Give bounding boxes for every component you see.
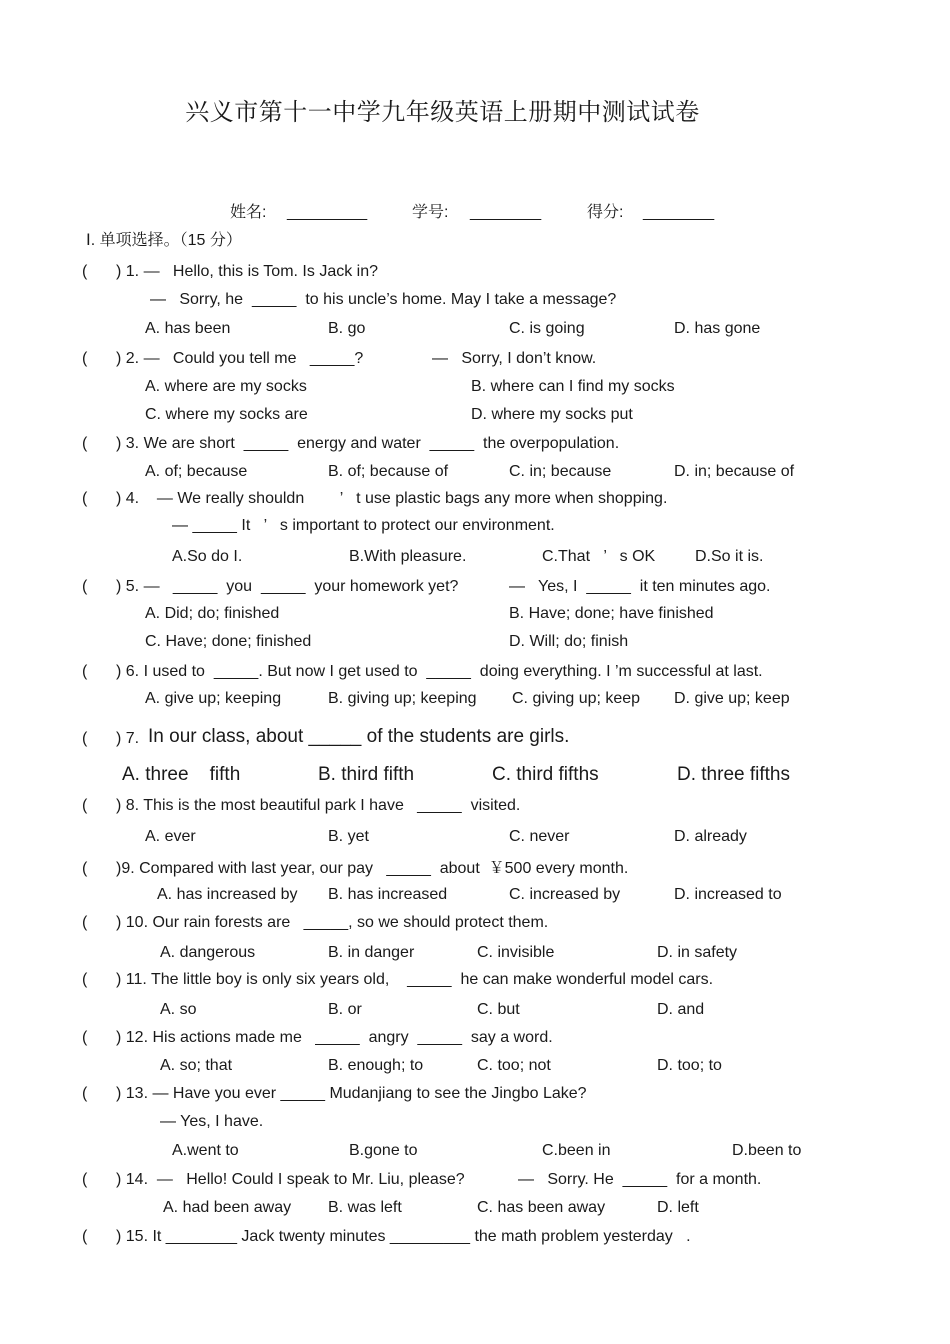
q3-option-c: C. in; because <box>509 463 612 480</box>
q2-option-a: A. where are my socks <box>145 378 307 395</box>
answer-paren: ( <box>82 263 88 280</box>
question-14-stem: ) 14. — Hello! Could I speak to Mr. Liu, please? <box>116 1171 465 1188</box>
q2-option-c: C. where my socks are <box>145 406 308 423</box>
q7-option-b: B. third fifth <box>318 764 415 785</box>
answer-paren: ( <box>82 860 88 877</box>
score-label: 得分: <box>587 204 624 221</box>
answer-paren: ( <box>82 1085 88 1102</box>
q14-option-c: C. has been away <box>477 1199 606 1216</box>
answer-paren: ( <box>82 914 88 931</box>
question-6-stem: ) 6. I used to _____. But now I get used to _____ doing everything. I ’m successful at last. <box>116 663 763 680</box>
q2-option-b: B. where can I find my socks <box>471 378 675 395</box>
question-2-stem: ) 2. — Could you tell me _____? <box>116 350 364 367</box>
question-13-reply: — Yes, I have. <box>160 1113 264 1130</box>
answer-paren: ( <box>82 578 88 595</box>
question-9-stem: )9. Compared with last year, our pay _____ about ￥500 every month. <box>116 860 629 877</box>
q11-option-a: A. so <box>160 1001 197 1018</box>
question-15-stem: ) 15. It ________ Jack twenty minutes _________ the math problem yesterday . <box>116 1228 691 1245</box>
q10-option-d: D. in safety <box>657 944 738 961</box>
q12-option-d: D. too; to <box>657 1057 722 1074</box>
q5-option-c: C. Have; done; finished <box>145 633 312 650</box>
q13-option-c: C.been in <box>542 1142 611 1159</box>
q11-option-c: C. but <box>477 1001 520 1018</box>
q6-option-d: D. give up; keep <box>674 690 790 707</box>
q3-option-d: D. in; because of <box>674 463 795 480</box>
q1-option-a: A. has been <box>145 320 231 337</box>
q9-option-c: C. increased by <box>509 886 621 903</box>
q7-option-c: C. third fifths <box>492 764 599 785</box>
q8-option-b: B. yet <box>328 828 369 845</box>
q7-option-a: A. three fifth <box>122 764 241 785</box>
question-4-reply: — _____ It ’ s important to protect our environment. <box>172 517 555 534</box>
q4-option-d: D.So it is. <box>695 548 764 565</box>
question-4-stem: ) 4. — We really shouldn ’ t use plastic bags any more when shopping. <box>116 490 668 507</box>
question-2-reply: — Sorry, I don’t know. <box>432 350 597 367</box>
student-id-label: 学号: <box>412 204 449 221</box>
q4-option-a: A.So do I. <box>172 548 243 565</box>
q6-option-b: B. giving up; keeping <box>328 690 477 707</box>
question-1-stem: ) 1. — Hello, this is Tom. Is Jack in? <box>116 263 379 280</box>
q5-option-b: B. Have; done; have finished <box>509 605 714 622</box>
answer-paren: ( <box>82 663 88 680</box>
q14-option-b: B. was left <box>328 1199 402 1216</box>
question-14-reply: — Sorry. He _____ for a month. <box>518 1171 762 1188</box>
q1-option-d: D. has gone <box>674 320 761 337</box>
q6-option-c: C. giving up; keep <box>512 690 641 707</box>
question-8-stem: ) 8. This is the most beautiful park I have _____ visited. <box>116 797 521 814</box>
exam-title: 兴义市第十一中学九年级英语上册期中测试试卷 <box>185 98 700 126</box>
q4-option-b: B.With pleasure. <box>349 548 467 565</box>
q13-option-d: D.been to <box>732 1142 802 1159</box>
q8-option-c: C. never <box>509 828 570 845</box>
question-5-reply: — Yes, I _____ it ten minutes ago. <box>509 578 771 595</box>
q10-option-c: C. invisible <box>477 944 555 961</box>
q13-option-a: A.went to <box>172 1142 239 1159</box>
q3-option-a: A. of; because <box>145 463 248 480</box>
q1-option-c: C. is going <box>509 320 585 337</box>
name-blank[interactable]: _________ <box>287 204 368 221</box>
question-12-stem: ) 12. His actions made me _____ angry _____ say a word. <box>116 1029 553 1046</box>
question-1-reply: — Sorry, he _____ to his uncle’s home. May I take a message? <box>150 291 617 308</box>
q11-option-d: D. and <box>657 1001 705 1018</box>
question-13-stem: ) 13. — Have you ever _____ Mudanjiang to see the Jingbo Lake? <box>116 1085 587 1102</box>
student-id-blank[interactable]: ________ <box>470 204 542 221</box>
answer-paren: ( <box>82 490 88 507</box>
answer-paren: ( <box>82 1228 88 1245</box>
q9-option-d: D. increased to <box>674 886 782 903</box>
q13-option-b: B.gone to <box>349 1142 418 1159</box>
question-5-stem: ) 5. — _____ you _____ your homework yet? <box>116 578 459 595</box>
answer-paren: ( <box>82 730 88 747</box>
score-blank[interactable]: ________ <box>643 204 715 221</box>
q7-option-d: D. three fifths <box>677 764 790 785</box>
q9-option-a: A. has increased by <box>157 886 298 903</box>
q10-option-b: B. in danger <box>328 944 415 961</box>
q12-option-a: A. so; that <box>160 1057 233 1074</box>
q14-option-d: D. left <box>657 1199 699 1216</box>
answer-paren: ( <box>82 1171 88 1188</box>
question-7-number: ) 7. <box>116 730 140 747</box>
q11-option-b: B. or <box>328 1001 362 1018</box>
q1-option-b: B. go <box>328 320 366 337</box>
question-11-stem: ) 11. The little boy is only six years old, _____ he can make wonderful model cars. <box>116 971 714 988</box>
answer-paren: ( <box>82 1029 88 1046</box>
q12-option-c: C. too; not <box>477 1057 551 1074</box>
q9-option-b: B. has increased <box>328 886 448 903</box>
q6-option-a: A. give up; keeping <box>145 690 282 707</box>
answer-paren: ( <box>82 435 88 452</box>
question-10-stem: ) 10. Our rain forests are _____, so we should protect them. <box>116 914 549 931</box>
q2-option-d: D. where my socks put <box>471 406 633 423</box>
name-label: 姓名: <box>230 204 267 221</box>
question-7-stem: In our class, about _____ of the students are girls. <box>148 726 570 747</box>
q12-option-b: B. enough; to <box>328 1057 424 1074</box>
q4-option-c: C.That ’ s OK <box>542 548 656 565</box>
q8-option-a: A. ever <box>145 828 196 845</box>
q10-option-a: A. dangerous <box>160 944 256 961</box>
q3-option-b: B. of; because of <box>328 463 449 480</box>
q5-option-d: D. Will; do; finish <box>509 633 629 650</box>
q8-option-d: D. already <box>674 828 747 845</box>
answer-paren: ( <box>82 797 88 814</box>
q14-option-a: A. had been away <box>163 1199 292 1216</box>
question-3-stem: ) 3. We are short _____ energy and water _____ the overpopulation. <box>116 435 620 452</box>
answer-paren: ( <box>82 350 88 367</box>
section-heading: Ⅰ. 单项选择。（15 分） <box>86 232 242 249</box>
answer-paren: ( <box>82 971 88 988</box>
q5-option-a: A. Did; do; finished <box>145 605 280 622</box>
